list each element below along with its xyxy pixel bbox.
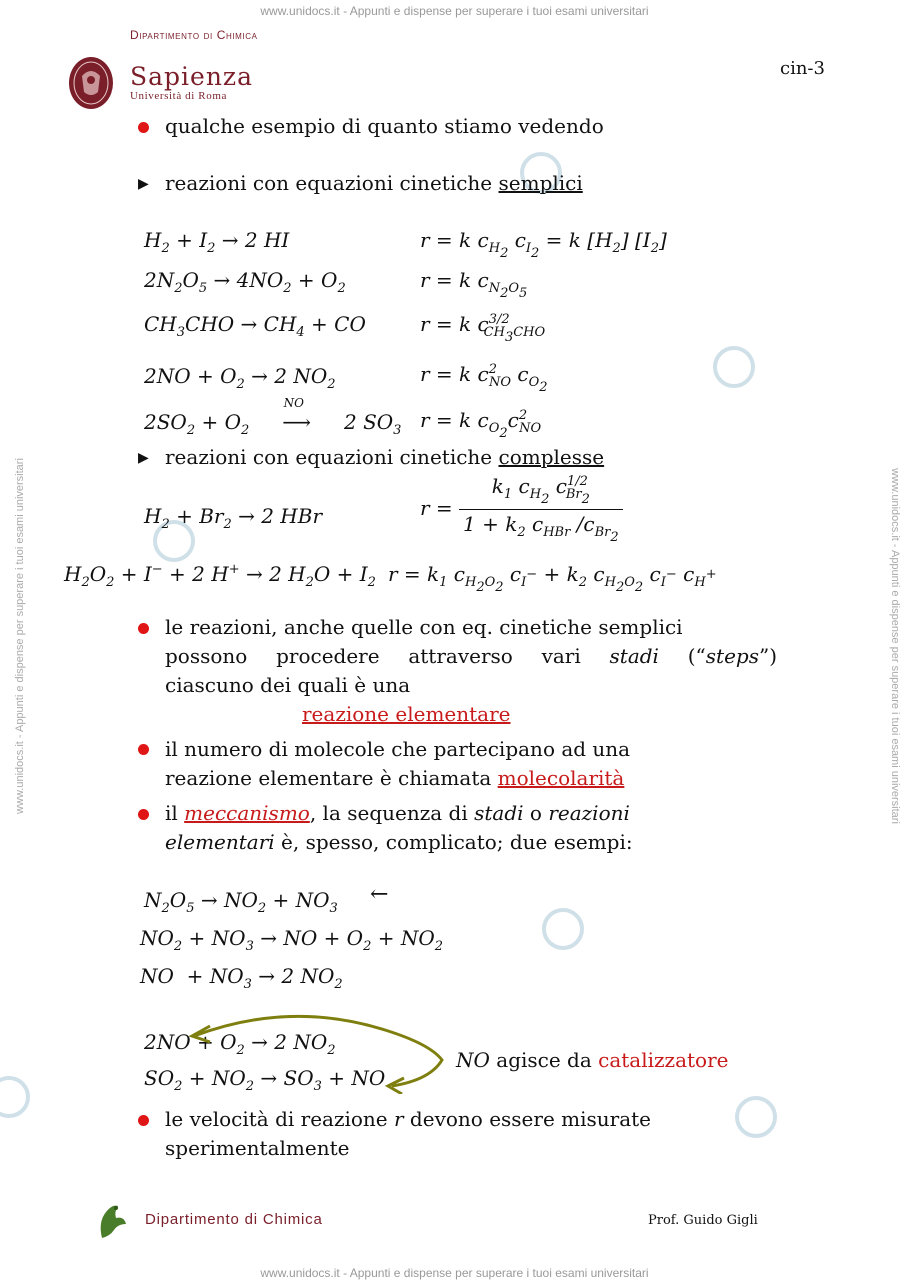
watermark-logo-icon: [735, 1096, 777, 1138]
rate-h2o2: $r = k_1$ $c_{H_2O_2}$ $c_{I^-} + k_2$ $c_{H_2O_2}$ $c_{I^-}$ $c_{H^+}$: [388, 562, 717, 595]
mechanism-step-2: $NO_2 + NO_3$ → NO + $O_2 + NO_2$: [140, 926, 444, 954]
rate-hbr: r = $\frac{k_1 c_{H_2} c^{1/2}_{Br_2}}{1 + k_2 c_{HBr} /c_{Br_2}}$: [420, 474, 623, 545]
equation-ch3cho: $CH_3CHO \to CH_4$ + CO: [144, 312, 366, 340]
complex-heading: reazioni con equazioni cinetiche complesse: [165, 445, 605, 469]
rate-hi: r = k $c_{H_2}$ $c_{I_2} = k$ $[H_2]$ $[I_2]$: [420, 228, 667, 261]
arrow-left-icon: ←: [370, 882, 389, 907]
bullet-icon: [138, 122, 149, 133]
triangle-bullet-icon: ▶: [138, 450, 149, 466]
steps-line-1: le reazioni, anche quelle con eq. cinetiche semplici: [165, 615, 683, 639]
complex-keyword: complesse: [498, 445, 605, 469]
equation-h2o2: $H_2O_2 + I^- + 2$ H+ → 2 $H_2O + I_2$: [64, 562, 376, 590]
bullet-icon: [138, 623, 149, 634]
equation-hbr: $H_2 + Br_2 \to 2$ HBr: [144, 504, 323, 532]
mechanism-line-2: elementari è, spesso, complicato; due esempi:: [165, 830, 633, 854]
watermark-logo-icon: [542, 908, 584, 950]
page-number: cin-3: [780, 58, 825, 79]
equation-so2: $2SO_2 + O_2$ NO ⟶ 2 $SO_3$: [144, 396, 402, 438]
watermark-right: www.unidocs.it - Appunti e dispense per superare i tuoi esami universitari: [889, 468, 901, 824]
department-bird-icon: [94, 1198, 128, 1242]
footer-author: Prof. Guido Gigli: [648, 1213, 758, 1228]
rate-no-o2: r = k $c^2_{NO}$ $c_{O_2}$: [420, 362, 548, 395]
catalysis-step-2: $SO_2 + NO_2 \to SO_3$ + NO: [144, 1066, 386, 1094]
rates-line-1: le velocità di reazione r devono essere misurate: [165, 1107, 652, 1131]
watermark-logo-icon: [713, 346, 755, 388]
catalyst-arrow-icon: [180, 1008, 460, 1094]
mechanism-term: meccanismo: [184, 801, 310, 825]
molecularity-line-1: il numero di molecole che partecipano ad una: [165, 737, 631, 761]
steps-line-3: ciascuno dei quali è una: [165, 673, 411, 697]
triangle-bullet-icon: ▶: [138, 176, 149, 192]
bullet-icon: [138, 1115, 149, 1126]
mechanism-step-3: NO + $NO_3 \to 2$ $NO_2$: [140, 964, 343, 992]
watermark-top: www.unidocs.it - Appunti e dispense per superare i tuoi esami universitari: [260, 4, 649, 18]
elementary-reaction-term: reazione elementare: [302, 702, 511, 726]
catalysis-step-1: $2NO + O_2 \to 2$ $NO_2$: [144, 1030, 336, 1058]
university-subtitle: Università di Roma: [130, 90, 227, 102]
mechanism-step-1: $N_2O_5 \to NO_2 + NO_3$: [144, 888, 338, 916]
bullet-icon: [138, 809, 149, 820]
simple-keyword: semplici: [498, 171, 583, 195]
bullet-icon: [138, 744, 149, 755]
catalyst-note: NO agisce da catalizzatore: [456, 1048, 729, 1072]
catalyst-term: catalizzatore: [598, 1048, 729, 1072]
equation-hi: $H_2 + I_2 \to 2$ HI: [144, 228, 290, 256]
molecularity-line-2: reazione elementare è chiamata molecolarità: [165, 766, 625, 790]
rate-n2o5: r = k $c_{N_2O_5}$: [420, 268, 528, 301]
watermark-logo-icon: [0, 1076, 30, 1118]
university-name: Sapienza: [130, 62, 254, 91]
header-department: Dipartimento di Chimica: [130, 28, 258, 42]
watermark-left: www.unidocs.it - Appunti e dispense per superare i tuoi esami universitari: [14, 458, 26, 814]
footer-department: Dipartimento di Chimica: [145, 1211, 323, 1228]
rates-line-2: sperimentalmente: [165, 1136, 350, 1160]
simple-heading: reazioni con equazioni cinetiche semplici: [165, 171, 583, 195]
sapienza-seal-icon: [68, 56, 114, 110]
watermark-bottom: www.unidocs.it - Appunti e dispense per superare i tuoi esami universitari: [260, 1266, 649, 1280]
rate-ch3cho: r = k $c^{3/2}_{CH_3CHO}$: [420, 312, 546, 345]
steps-line-2: possono procedere attraverso vari stadi (“steps”): [165, 644, 777, 668]
molecularity-term: molecolarità: [497, 766, 625, 790]
rate-so2: r = k $c_{O_2}c^2_{NO}$: [420, 408, 542, 441]
equation-no-o2: $2NO + O_2 \to 2$ $NO_2$: [144, 364, 336, 392]
mechanism-line-1: il meccanismo, la sequenza di stadi o reazioni: [165, 801, 630, 825]
equation-n2o5: $2N_2O_5 \to 4NO_2 + O_2$: [144, 268, 346, 296]
intro-text: qualche esempio di quanto stiamo vedendo: [165, 114, 604, 138]
